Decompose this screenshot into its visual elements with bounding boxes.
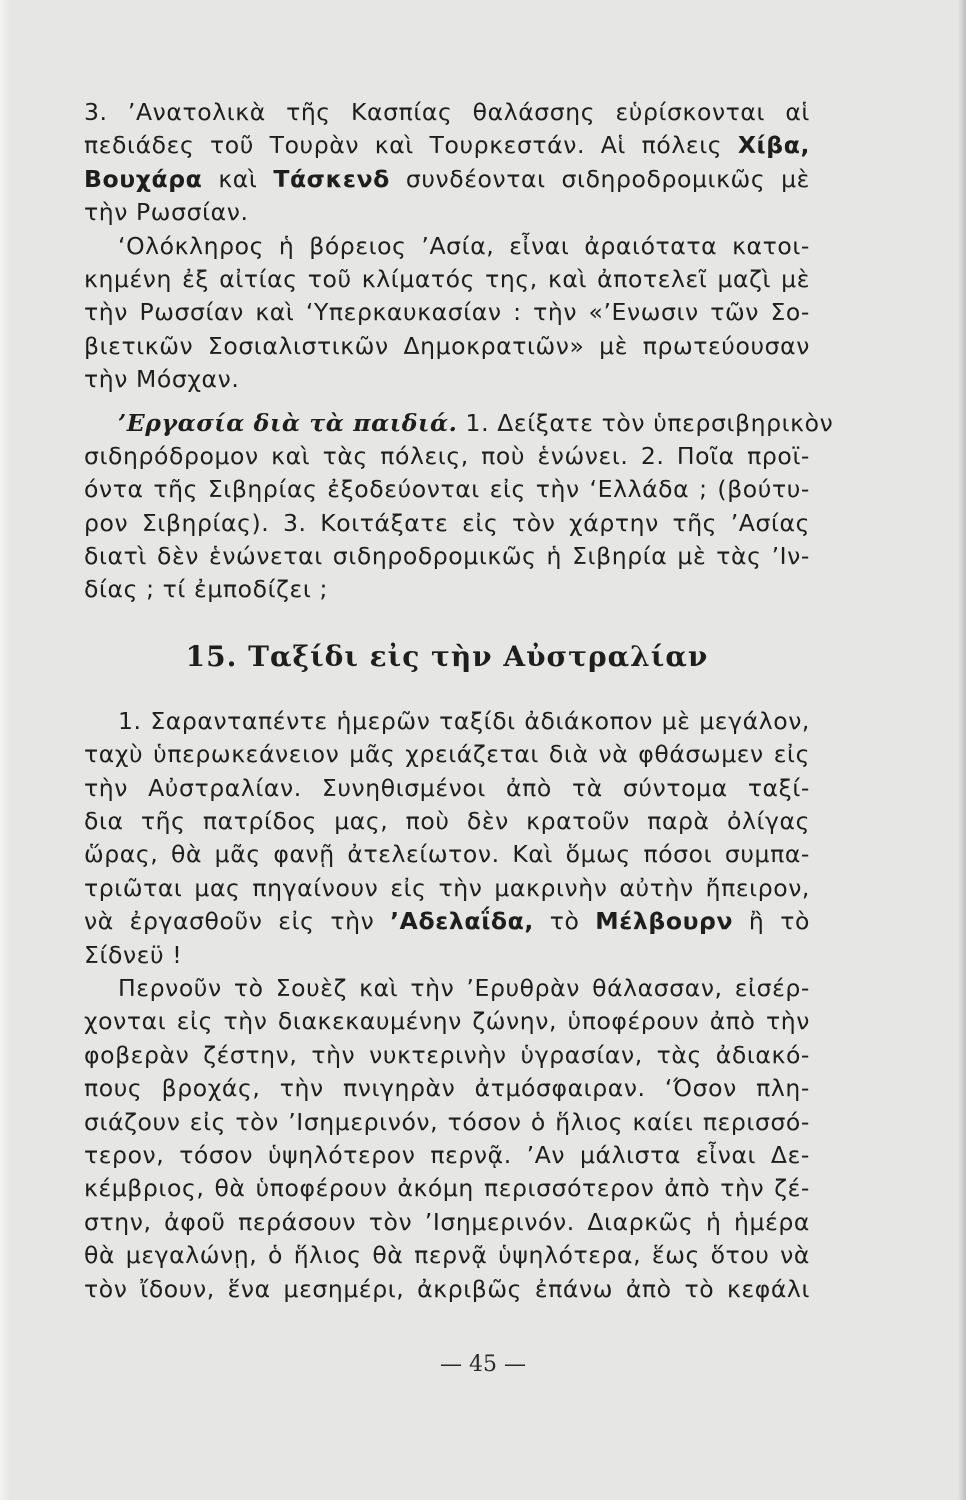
- text-line: τριῶται μας πηγαίνουν εἰς τὴν μακρινὴν αὐτὴν ἤπειρον,: [84, 873, 810, 902]
- text-line: 3. ’Ανατολικὰ τῆς Κασπίας θαλάσσης εὑρίσκονται αἱ: [84, 98, 810, 126]
- section-title: 15. Ταξίδι εἰς τὴν Αὐστραλίαν: [185, 639, 709, 673]
- text-line: χονται εἰς τὴν διακεκαυμένην ζώνην, ὑποφέρουν ἀπὸ τὴν: [84, 1007, 810, 1036]
- text-line: δια τῆς πατρίδος μας, ποὺ δὲν κρατοῦν παρὰ ὀλίγας: [84, 807, 810, 836]
- text-line: ὥρας, θὰ μᾶς φανῇ ἀτελείωτον. Καὶ ὅμως πόσοι συμπα-: [84, 840, 810, 869]
- text-line: πους βροχάς, τὴν πνιγηρὰν ἀτμόσφαιραν. ‘Όσον πλη-: [84, 1074, 810, 1103]
- text-line: Βουχάρα καὶ Τάσκενδ συνδέονται σιδηροδρομικῶς μὲ: [84, 164, 810, 193]
- text-line: νὰ ἐργασθοῦν εἰς τὴν ’Αδελαΐδα, τὸ Μέλβουρν ἢ τὸ: [84, 907, 810, 936]
- text-line: κέμβριος, θὰ ὑποφέρουν ἀκόμη περισσότερον ἀπὸ τὴν ζέ-: [84, 1174, 810, 1203]
- text-line: σιάζουν εἰς τὸν ’Ισημερινόν, τόσον ὁ ἥλιος καίει περισσό-: [84, 1107, 810, 1136]
- exercise-block: [84, 407, 834, 607]
- text-line: τὸν ἴδουν, ἕνα μεσημέρι, ἀκριβῶς ἐπάνω ἀπὸ τὸ κεφάλι: [84, 1274, 810, 1303]
- text-line: όντα τῆς Σιβηρίας ἐξοδεύονται εἰς τὴν ‘Ελλάδα ; (βούτυ-: [84, 475, 810, 504]
- page-number: — 45 —: [440, 1352, 526, 1377]
- exercise-label: ’Εργασία διὰ τὰ παιδιά.: [118, 408, 458, 437]
- text-line: ‘Ολόκληρος ἡ βόρειος ’Ασία, εἶναι ἀραιότατα κατοι-: [118, 231, 810, 260]
- text-line: τὴν Μόσχαν.: [84, 365, 240, 394]
- text-line: ταχὺ ὑπερωκεάνειον μᾶς χρειάζεται διὰ νὰ φθάσωμεν εἰς: [84, 740, 810, 769]
- text-line: βιετικῶν Σοσιαλιστικῶν Δημοκρατιῶν» μὲ πρωτεύουσαν: [84, 331, 810, 360]
- text-line: σιδηρόδρομον καὶ τὰς πόλεις, ποὺ ἑνώνει. 2. Ποῖα προϊ-: [84, 441, 810, 470]
- text-line: θὰ μεγαλώνῃ, ὁ ἥλιος θὰ περνᾷ ὑψηλότερα, ἕως ὅτου νὰ: [84, 1241, 810, 1270]
- text-line: στην, ἀφοῦ περάσουν τὸν ’Ισημερινόν. Διαρκῶς ἡ ἡμέρα: [84, 1207, 810, 1236]
- text-line: τερον, τόσον ὑψηλότερον περνᾷ. ’Αν μάλιστα εἶναι Δε-: [84, 1140, 810, 1169]
- text-line: τὴν Αὐστραλίαν. Συνηθισμένοι ἀπὸ τὰ σύντομα ταξί-: [84, 773, 810, 802]
- text-line: κημένη ἐξ αἰτίας τοῦ κλίματός της, καὶ ἀποτελεῖ μαζὶ μὲ: [84, 264, 810, 293]
- text-line: διατὶ δὲν ἑνώνεται σιδηροδρομικῶς ἡ Σιβηρία μὲ τὰς ’Ιν-: [84, 542, 810, 571]
- text-line: πεδιάδες τοῦ Τουρὰν καὶ Τουρκεστάν. Αἱ πόλεις Χίβα,: [84, 131, 810, 160]
- paragraph-caspian: [84, 96, 810, 230]
- text-line: Σίδνεϋ !: [84, 940, 183, 969]
- paragraph-journey: [84, 705, 810, 972]
- text-line: ’Εργασία διὰ τὰ παιδιά. 1. Δείξατε τὸν ὑπερσιβηρικὸν: [118, 408, 834, 437]
- text-line: 1. Σαρανταπέντε ἡμερῶν ταξίδι ἀδιάκοπον μὲ μεγάλον,: [118, 706, 810, 735]
- text-line: τὴν Ρωσσίαν.: [84, 198, 249, 227]
- text-line: Περνοῦν τὸ Σουὲζ καὶ τὴν ’Ερυθρὰν θάλασσαν, εἰσέρ-: [118, 973, 810, 1002]
- text-line: ρον Σιβηρίας). 3. Κοιτάξατε εἰς τὸν χάρτην τῆς ’Ασίας: [84, 508, 810, 537]
- paragraph-suez: [84, 972, 810, 1306]
- paragraph-north-asia: [84, 230, 810, 397]
- text-line: δίας ; τί ἐμποδίζει ;: [84, 575, 328, 604]
- text-line: τὴν Ρωσσίαν καὶ ‘Υπερκαυκασίαν : τὴν «’Ενωσιν τῶν Σο-: [84, 298, 810, 327]
- text-line: φοβερὰν ζέστην, τὴν νυκτερινὴν ὑγρασίαν, τὰς ἀδιακό-: [84, 1040, 810, 1069]
